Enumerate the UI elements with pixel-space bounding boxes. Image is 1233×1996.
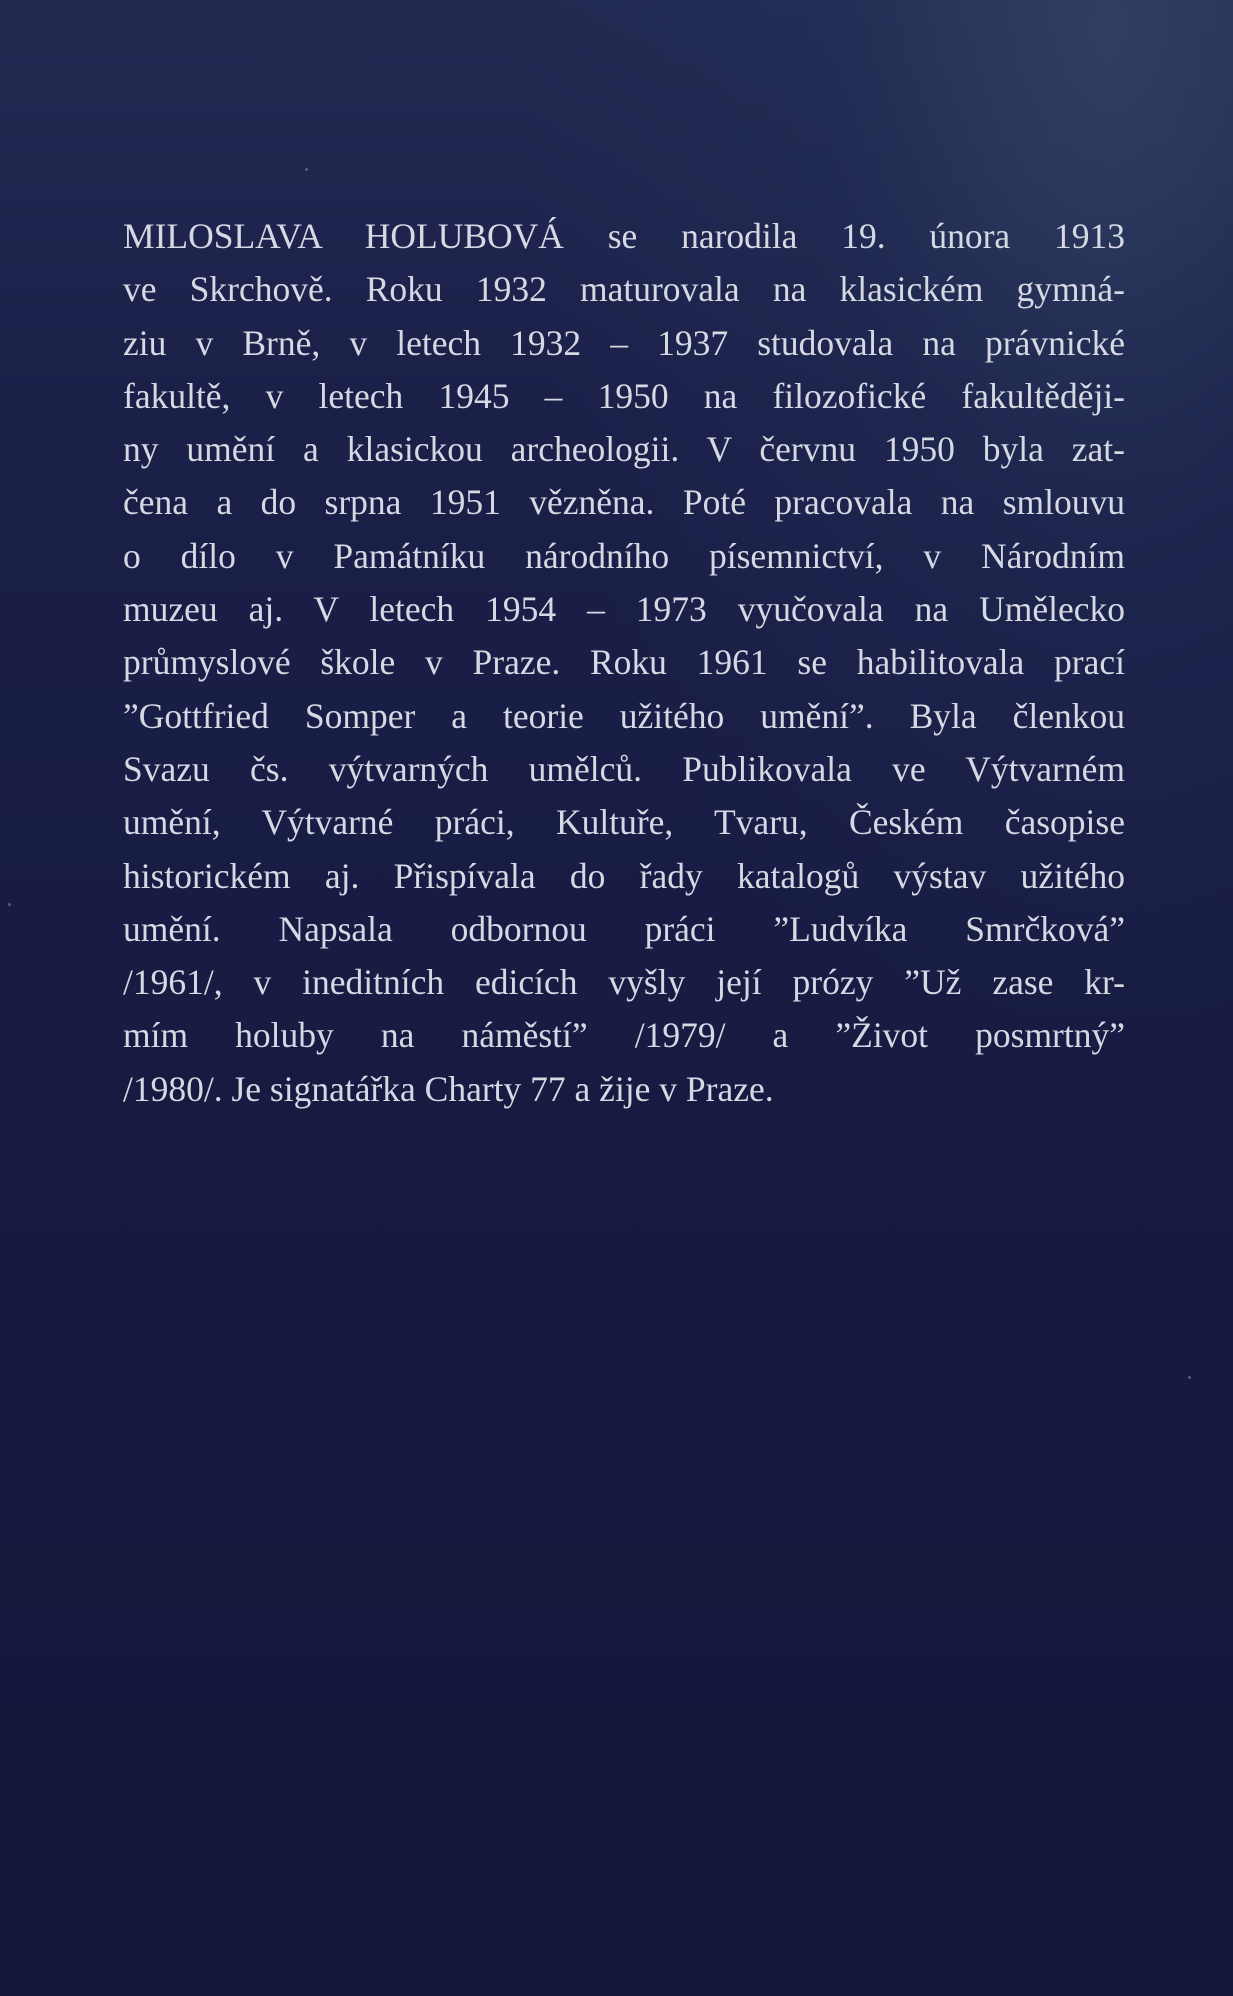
biography-line: umění. Napsala odbornou práci ”Ludvíka Smrčková” (123, 908, 1125, 949)
dust-speck (8, 903, 11, 906)
biography-line: průmyslové škole v Praze. Roku 1961 se habilitovala prací (123, 642, 1125, 683)
biography-line: umění, Výtvarné práci, Kultuře, Tvaru, Českém časopise (123, 802, 1125, 843)
biography-line: mím holuby na náměstí” /1979/ a ”Život posmrtný” (123, 1015, 1125, 1056)
biography-line: čena a do srpna 1951 vězněna. Poté pracovala na smlouvu (123, 482, 1125, 523)
biography-line: Svazu čs. výtvarných umělců. Publikovala ve Výtvarném (123, 748, 1125, 789)
dust-speck (305, 168, 308, 171)
biography-line: ny umění a klasickou archeologii. V červnu 1950 byla zat- (123, 429, 1125, 470)
biography-line: ve Skrchově. Roku 1932 maturovala na klasickém gymná- (123, 269, 1125, 310)
biography-line: muzeu aj. V letech 1954 – 1973 vyučovala na Umělecko (123, 589, 1125, 630)
biography-line: fakultě, v letech 1945 – 1950 na filozofické fakultěději- (123, 375, 1125, 416)
biography-line: ”Gottfried Somper a teorie užitého umění”. Byla členkou (123, 695, 1125, 736)
author-biography (123, 210, 1125, 1116)
biography-line: ziu v Brně, v letech 1932 – 1937 studovala na právnické (123, 322, 1125, 363)
biography-line: historickém aj. Přispívala do řady katalogů výstav užitého (123, 855, 1125, 896)
biography-line: o dílo v Památníku národního písemnictví, v Národním (123, 535, 1125, 576)
biography-line: /1961/, v ineditních edicích vyšly její prózy ”Už zase kr- (123, 962, 1125, 1003)
biography-line: MILOSLAVA HOLUBOVÁ se narodila 19. února 1913 (123, 216, 1125, 256)
biography-line-last: /1980/. Je signatářka Charty 77 a žije v Praze. (123, 1068, 774, 1109)
dust-speck (1188, 1376, 1191, 1379)
